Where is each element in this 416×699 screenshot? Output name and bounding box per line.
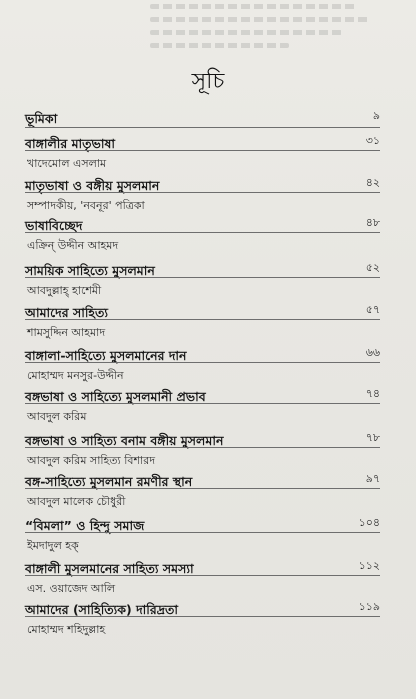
entry-page-number: ৭৮ xyxy=(365,431,380,444)
entry-title: আমাদের সাহিত্য xyxy=(25,305,108,320)
toc-entry xyxy=(25,433,380,473)
entry-rule xyxy=(25,362,380,363)
entry-rule xyxy=(25,319,380,320)
toc-entry xyxy=(25,263,380,303)
entry-rule xyxy=(25,127,380,128)
toc-entry xyxy=(25,389,380,429)
entry-rule xyxy=(25,192,380,193)
entry-author: খাদেমোল এসলাম xyxy=(27,157,107,170)
entry-page-number: ১০৪ xyxy=(358,516,380,529)
toc-entry xyxy=(25,305,380,345)
entry-rule xyxy=(25,403,380,404)
entry-page-number: ৯ xyxy=(372,109,380,122)
toc-entry xyxy=(25,561,380,601)
entry-title: আমাদের (সাহিত্যিক) দারিদ্রতা xyxy=(25,602,179,617)
entry-author: আবদুল করিম সাহিত্য বিশারদ xyxy=(27,454,156,467)
entry-title: “বিমলা” ও হিন্দু সমাজ xyxy=(25,518,145,533)
entry-page-number: ১১৯ xyxy=(358,600,380,613)
entry-rule xyxy=(25,532,380,533)
page-title: সূচি xyxy=(191,69,225,94)
entry-author: আবদুল্লাহ্ হাশেমী xyxy=(27,284,102,297)
toc-entry xyxy=(25,518,380,558)
entry-page-number: ১১২ xyxy=(358,559,380,572)
entry-title: বাঙ্গালা-সাহিত্যে মুসলমানের দান xyxy=(25,348,187,363)
entry-page-number: ৪২ xyxy=(365,176,380,189)
entry-author: আবদুল করিম xyxy=(27,410,87,423)
entry-author: মোহাম্মদ মনসুর-উদ্দীন xyxy=(27,369,124,382)
entry-rule xyxy=(25,616,380,617)
entry-page-number: ৬৬ xyxy=(365,346,380,359)
entry-author: আবদুল মালেক চৌধুরী xyxy=(27,495,126,508)
entry-author: সম্পাদকীয়, 'নবনূর' পত্রিকা xyxy=(27,199,145,212)
toc-entry xyxy=(25,348,380,388)
entry-title: বঙ্গভাষা ও সাহিত্যে মুসলমানী প্রভাব xyxy=(25,389,206,404)
toc-entry xyxy=(25,178,380,218)
entry-rule xyxy=(25,488,380,489)
entry-author: শামসুদ্দিন আহমাদ xyxy=(27,326,106,339)
toc-entry xyxy=(25,218,380,258)
entry-rule xyxy=(25,150,380,151)
entry-title: বাঙ্গালীর মাতৃভাষা xyxy=(25,136,116,151)
entry-page-number: ৫৭ xyxy=(365,303,380,316)
entry-title: বঙ্গ-সাহিত্যে মুসলমান রমণীর স্থান xyxy=(25,474,193,489)
entry-page-number: ৫২ xyxy=(365,261,380,274)
entry-title: সাময়িক সাহিত্যে মুসলমান xyxy=(25,263,155,278)
entry-title: ভূমিকা xyxy=(25,111,58,126)
entry-author: ইমদাদুল হক্ xyxy=(27,539,79,552)
entry-rule xyxy=(25,232,380,233)
entry-page-number: ৩১ xyxy=(365,134,380,147)
toc-entry xyxy=(25,602,380,642)
toc-entry xyxy=(25,136,380,176)
entry-rule xyxy=(25,277,380,278)
entry-title: বাঙ্গালী মুসলমানের সাহিত্য সমস্যা xyxy=(25,561,194,576)
entry-rule xyxy=(25,447,380,448)
entry-page-number: ৭৪ xyxy=(365,387,380,400)
entry-title: মাতৃভাষা ও বঙ্গীয় মুসলমান xyxy=(25,178,160,193)
entry-title: ভাষাবিচ্ছেদ xyxy=(25,218,83,233)
entry-author: মোহাম্মদ শহিদুল্লাহ xyxy=(27,623,106,636)
entry-page-number: ৯৭ xyxy=(365,472,380,485)
entry-rule xyxy=(25,575,380,576)
entry-author: এক্রিন্ উদ্দীন আহমদ xyxy=(27,239,119,252)
entry-author: এস. ওয়াজেদ আলি xyxy=(27,582,116,595)
entry-title: বঙ্গভাষা ও সাহিত্য বনাম বঙ্গীয় মুসলমান xyxy=(25,433,224,448)
toc-entry xyxy=(25,474,380,514)
entry-page-number: ৪৮ xyxy=(365,216,380,229)
